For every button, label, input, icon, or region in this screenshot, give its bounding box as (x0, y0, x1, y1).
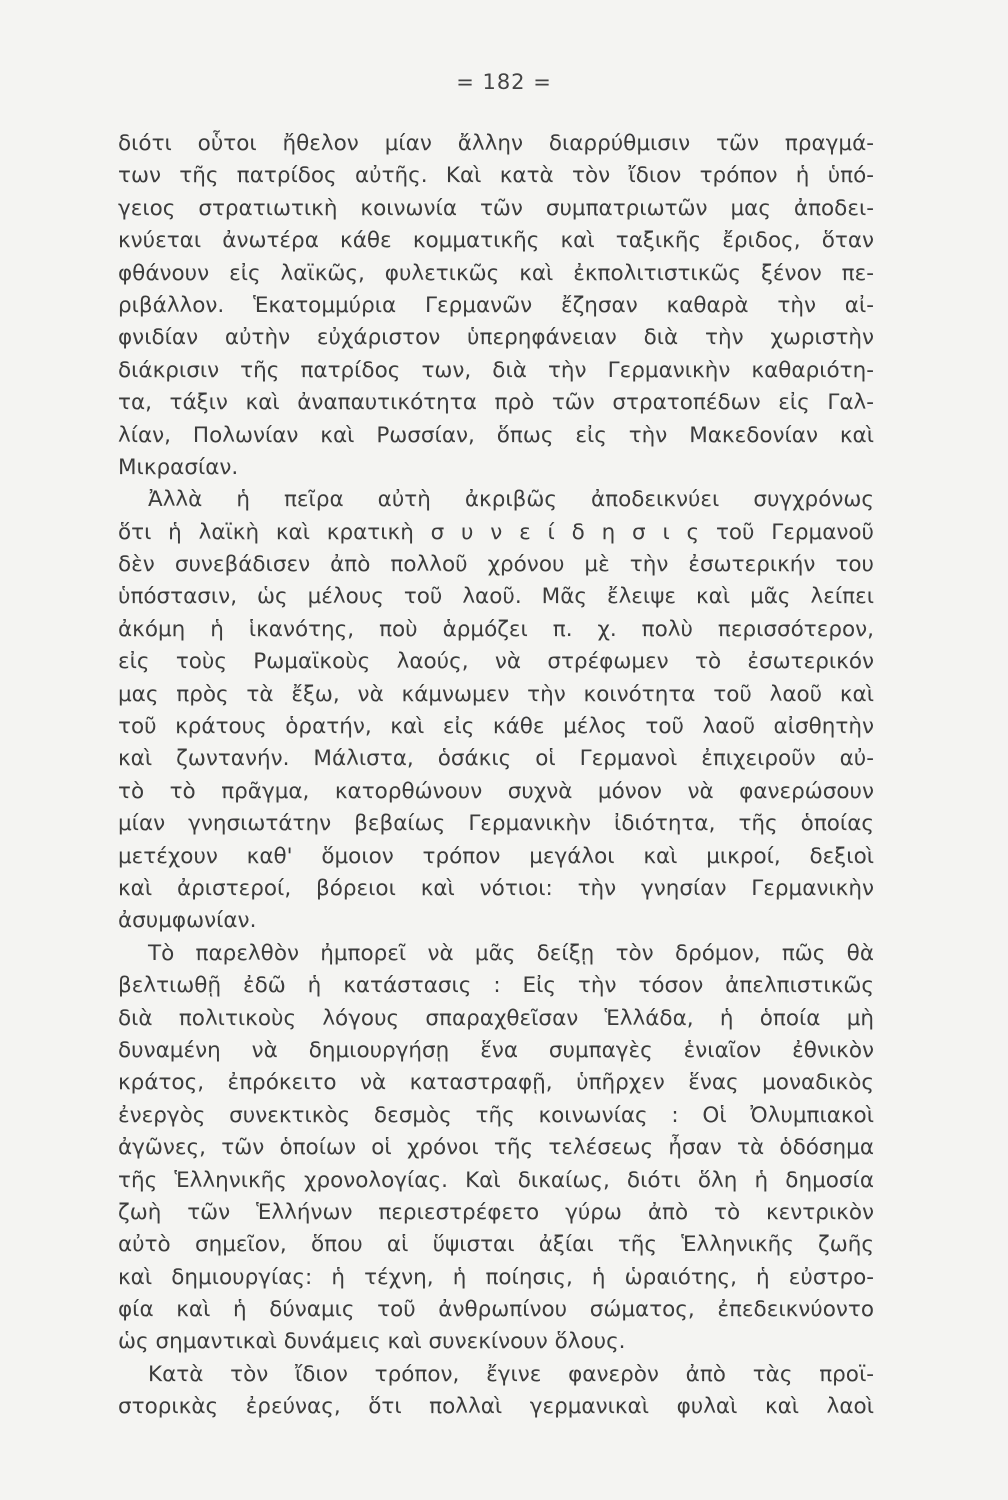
text-line: κράτος, ἐπρόκειτο νὰ καταστραφῇ, ὑπῆρχεν ἕνας μοναδικὸς (118, 1070, 874, 1096)
text-line: βελτιωθῇ ἐδῶ ἡ κατάστασις : Εἰς τὴν τόσον ἀπελπιστικῶς (118, 973, 874, 999)
text-line: φθάνουν εἰς λαϊκῶς, φυλετικῶς καὶ ἐκπολιτιστικῶς ξένον πε- (118, 260, 874, 286)
text-line: λίαν, Πολωνίαν καὶ Ρωσσίαν, ὅπως εἰς τὴν Μακεδονίαν καὶ (118, 422, 874, 448)
text-line: μας πρὸς τὰ ἔξω, νὰ κάμνωμεν τὴν κοινότητα τοῦ λαοῦ καὶ (118, 681, 874, 707)
text-line: τὸ τὸ πρᾶγμα, κατορθώνουν συχνὰ μόνον νὰ φανερώσουν (118, 778, 874, 804)
text-line: τῆς Ἑλληνικῆς χρονολογίας. Καὶ δικαίως, διότι ὅλη ἡ δημοσία (118, 1167, 874, 1193)
text-line: ριβάλλον. Ἑκατομμύρια Γερμανῶν ἔζησαν καθαρὰ τὴν αἰ- (118, 292, 874, 318)
paragraph (118, 1359, 874, 1424)
text-line: Κατὰ τὸν ἴδιον τρόπον, ἔγινε φανερὸν ἀπὸ τὰς προϊ- (148, 1361, 874, 1387)
text-line: Ἀλλὰ ἡ πεῖρα αὐτὴ ἀκριβῶς ἀποδεικνύει συγχρόνως (148, 487, 874, 513)
text-line: ὅτι ἡ λαϊκὴ καὶ κρατικὴ σ υ ν ε ί δ η σ ι ς τοῦ Γερμανοῦ (118, 519, 874, 545)
text-line: καὶ ζωντανήν. Μάλιστα, ὁσάκις οἱ Γερμανοὶ ἐπιχειροῦν αὐ- (118, 746, 874, 772)
text-line: διότι οὗτοι ἤθελον μίαν ἄλλην διαρρύθμισιν τῶν πραγμά- (118, 131, 874, 156)
text-line: ἀγῶνες, τῶν ὁποίων οἱ χρόνοι τῆς τελέσεως ἦσαν τὰ ὁδόσημα (118, 1135, 874, 1161)
text-line: κνύεται ἀνωτέρα κάθε κομματικῆς καὶ ταξικῆς ἔριδος, ὅταν (118, 228, 874, 254)
text-line: δὲν συνεβάδισεν ἀπὸ πολλοῦ χρόνου μὲ τὴν ἐσωτερικήν του (118, 552, 874, 578)
text-line: ἐνεργὸς συνεκτικὸς δεσμὸς τῆς κοινωνίας : Οἱ Ὀλυμπιακοὶ (118, 1102, 874, 1128)
paragraph (118, 484, 874, 937)
paragraph (118, 128, 874, 484)
text-line: ὡς σημαντικαὶ δυνάμεις καὶ συνεκίνουν ὅλους. (118, 1329, 626, 1355)
page-number: = 182 = (456, 70, 552, 94)
text-line: τα, τάξιν καὶ ἀναπαυτικότητα πρὸ τῶν στρατοπέδων εἰς Γαλ- (118, 390, 874, 416)
text-line: ζωὴ τῶν Ἑλλήνων περιεστρέφετο γύρω ἀπὸ τὸ κεντρικὸν (118, 1199, 874, 1225)
text-line: ἀκόμη ἡ ἱκανότης, ποὺ ἁρμόζει π. χ. πολὺ περισσότερον, (118, 616, 874, 642)
text-line: Μικρασίαν. (118, 454, 239, 480)
text-line: ὑπόστασιν, ὡς μέλους τοῦ λαοῦ. Μᾶς ἔλειψε καὶ μᾶς λείπει (118, 584, 874, 610)
text-line: διὰ πολιτικοὺς λόγους σπαραχθεῖσαν Ἑλλάδα, ἡ ὁποία μὴ (118, 1005, 874, 1031)
text-line: μίαν γνησιωτάτην βεβαίως Γερμανικὴν ἰδιότητα, τῆς ὁποίας (118, 811, 874, 837)
text-line: διάκρισιν τῆς πατρίδος των, διὰ τὴν Γερμανικὴν καθαριότη- (118, 357, 874, 383)
text-line: στορικὰς ἐρεύνας, ὅτι πολλαὶ γερμανικαὶ φυλαὶ καὶ λαοὶ (118, 1394, 874, 1420)
text-line: φνιδίαν αὐτὴν εὐχάριστον ὑπερηφάνειαν διὰ τὴν χωριστὴν (118, 325, 874, 351)
text-line: αὐτὸ σημεῖον, ὅπου αἱ ὕψισται ἀξίαι τῆς Ἑλληνικῆς ζωῆς (118, 1232, 874, 1258)
body-text (118, 128, 874, 1424)
text-line: των τῆς πατρίδος αὐτῆς. Καὶ κατὰ τὸν ἴδιον τρόπον ἡ ὑπό- (118, 163, 874, 189)
text-line: τοῦ κράτους ὁρατήν, καὶ εἰς κάθε μέλος τοῦ λαοῦ αἰσθητὴν (118, 714, 874, 740)
text-line: ἀσυμφωνίαν. (118, 908, 257, 934)
text-line: γειος στρατιωτικὴ κοινωνία τῶν συμπατριωτῶν μας ἀποδει- (118, 195, 874, 221)
text-line: μετέχουν καθ' ὅμοιον τρόπον μεγάλοι καὶ μικροί, δεξιοὶ (118, 843, 874, 869)
paragraph (118, 938, 874, 1359)
text-line: φία καὶ ἡ δύναμις τοῦ ἀνθρωπίνου σώματος, ἐπεδεικνύοντο (118, 1297, 874, 1323)
text-line: δυναμένη νὰ δημιουργήσῃ ἕνα συμπαγὲς ἑνιαῖον ἐθνικὸν (118, 1037, 874, 1063)
text-line: καὶ δημιουργίας: ἡ τέχνη, ἡ ποίησις, ἡ ὡραιότης, ἡ εὐστρο- (118, 1264, 874, 1290)
text-line: Τὸ παρελθὸν ἠμπορεῖ νὰ μᾶς δείξῃ τὸν δρόμον, πῶς θὰ (148, 940, 874, 966)
text-line: εἰς τοὺς Ρωμαϊκοὺς λαούς, νὰ στρέφωμεν τὸ ἐσωτερικόν (118, 649, 874, 675)
text-line: καὶ ἀριστεροί, βόρειοι καὶ νότιοι: τὴν γνησίαν Γερμανικὴν (118, 875, 874, 901)
